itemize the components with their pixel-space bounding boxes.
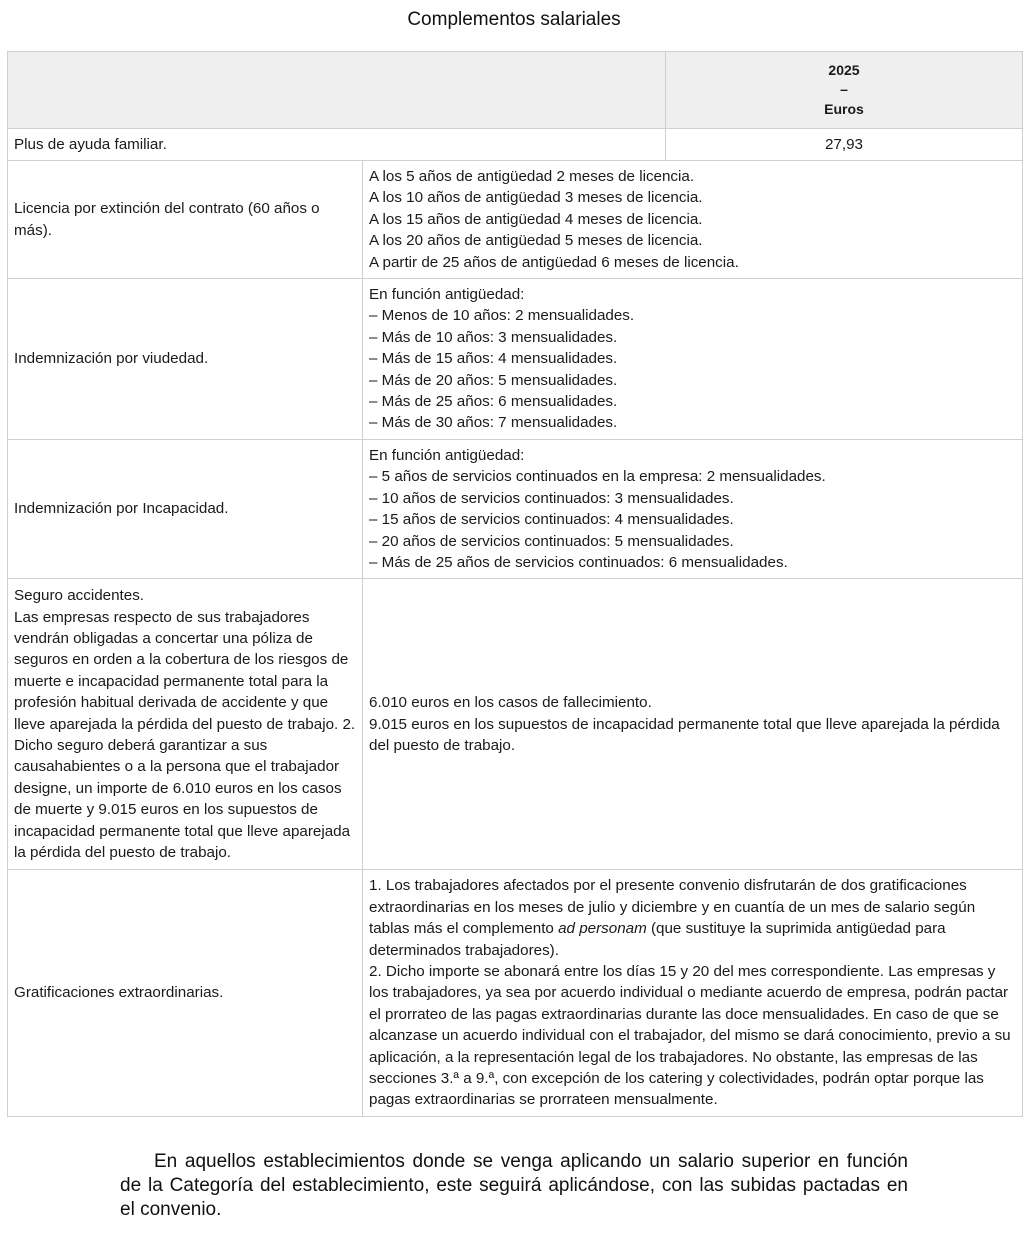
list-item: A partir de 25 años de antigüedad 6 meses de licencia. [369, 253, 739, 271]
list-item: – Menos de 10 años: 2 mensualidades. [369, 307, 635, 325]
footer-text: En aquellos establecimientos donde se venga aplicando un salario superior en función de la Categoría del establecimiento, este seguirá aplicándose, con las subidas pactadas en el convenio. [120, 1151, 908, 1220]
table-row-seguro-accidentes [8, 579, 1023, 870]
row-label: Plus de ayuda familiar. [8, 129, 666, 161]
list-item: – Más de 20 años: 5 mensualidades. [369, 371, 618, 389]
header-year-cell [666, 52, 1023, 129]
row-value [363, 161, 1023, 279]
table-row-incapacidad [8, 439, 1023, 578]
complementos-table [7, 51, 1023, 1117]
table-row-licencia [8, 161, 1023, 279]
row-value [363, 579, 1023, 870]
page-title: Complementos salariales [407, 9, 621, 30]
licencia-label: Licencia por extinción del contrato (60 años o más). [14, 200, 320, 239]
list-item: – Más de 25 años de servicios continuados: 6 mensualidades. [369, 553, 788, 571]
header-unit: Euros [824, 100, 864, 117]
row-value [363, 870, 1023, 1116]
table-row-plus-ayuda-familiar [8, 129, 1023, 161]
row-value [363, 279, 1023, 440]
list-item: A los 10 años de antigüedad 3 meses de licencia. [369, 189, 703, 207]
table-row-gratificaciones [8, 870, 1023, 1116]
list-item: – Más de 25 años: 6 mensualidades. [369, 393, 618, 411]
italic-term: ad personam [558, 920, 647, 938]
table-row-viudedad [8, 279, 1023, 440]
header-empty-cell [8, 52, 666, 129]
gratificaciones-paragraph-1 [369, 875, 1016, 961]
row-label: Indemnización por viudedad. [8, 279, 363, 440]
table-header-row [8, 52, 1023, 129]
list-item: – Más de 15 años: 4 mensualidades. [369, 350, 618, 368]
list-item: – 20 años de servicios continuados: 5 mensualidades. [369, 532, 734, 550]
list-item: – 15 años de servicios continuados: 4 mensualidades. [369, 511, 734, 529]
row-value [363, 439, 1023, 578]
row-value: 27,93 [666, 129, 1023, 161]
header-dash: – [840, 81, 848, 98]
seguro-title: Seguro accidentes. [14, 587, 145, 605]
footer-paragraph [120, 1150, 908, 1222]
list-item: – Más de 10 años: 3 mensualidades. [369, 328, 618, 346]
gratificaciones-paragraph-2: 2. Dicho importe se abonará entre los días 15 y 20 del mes correspondiente. Las empresas y los trabajadores, ya sea por acuerdo individual o mediante acuerdo de empresa, podrán pactar el prorrateo de las pagas extraordinarias durante las doce mensualidades. En caso de que se alcanzase un acuerdo individual con el trabajador, del mismo se dará conocimiento, previo a su aplicación, a la representación legal de los trabajadores. No obstante, las empresas de las secciones 3.ª a 9.ª, con excepción de los catering y colectividades, podrán optar porque las pagas extraordinarias se prorrateen mensualmente. [369, 962, 1011, 1109]
text-span: (que sustituye la suprimida antigüedad para determinados trabajadores). [369, 920, 946, 959]
seguro-description: Las empresas respecto de sus trabajadores vendrán obligadas a concertar una póliza de seguros en orden a la cobertura de los riesgos de muerte e incapacidad permanente total para la profesión habitual derivada de accidente y que lleve aparejada la pérdida del puesto de trabajo. 2. Dicho seguro deberá garantizar a sus causahabientes o a la persona que el trabajador designe, un importe de 6.010 euros en los casos de muerte y 9.015 euros en los supuestos de incapacidad permanente total que lleve aparejada la pérdida del puesto de trabajo. [14, 608, 356, 862]
row-label: Gratificaciones extraordinarias. [8, 870, 363, 1116]
list-item: – 5 años de servicios continuados en la empresa: 2 mensualidades. [369, 468, 826, 486]
seguro-value-fallecimiento: 6.010 euros en los casos de fallecimiento. [369, 694, 652, 712]
header-year: 2025 [828, 61, 860, 78]
row-label [8, 579, 363, 870]
list-item: – 10 años de servicios continuados: 3 mensualidades. [369, 489, 734, 507]
row-label [8, 161, 363, 279]
list-item: A los 15 años de antigüedad 4 meses de licencia. [369, 210, 703, 228]
text-span: 1. Los trabajadores afectados por el presente convenio disfrutarán de dos gratificaciones extraordinarias en los meses de julio y diciembre y en cuantía de un mes de salario según tablas más el complemento [369, 877, 976, 938]
list-item: En función antigüedad: [369, 446, 525, 464]
list-item: A los 5 años de antigüedad 2 meses de licencia. [369, 168, 695, 185]
list-item: A los 20 años de antigüedad 5 meses de licencia. [369, 232, 703, 250]
row-label: Indemnización por Incapacidad. [8, 439, 363, 578]
seguro-value-incapacidad: 9.015 euros en los supuestos de incapacidad permanente total que lleve aparejada la pérdida del puesto de trabajo. [369, 715, 1000, 755]
list-item: En función antigüedad: [369, 286, 525, 304]
list-item: – Más de 30 años: 7 mensualidades. [369, 414, 618, 432]
